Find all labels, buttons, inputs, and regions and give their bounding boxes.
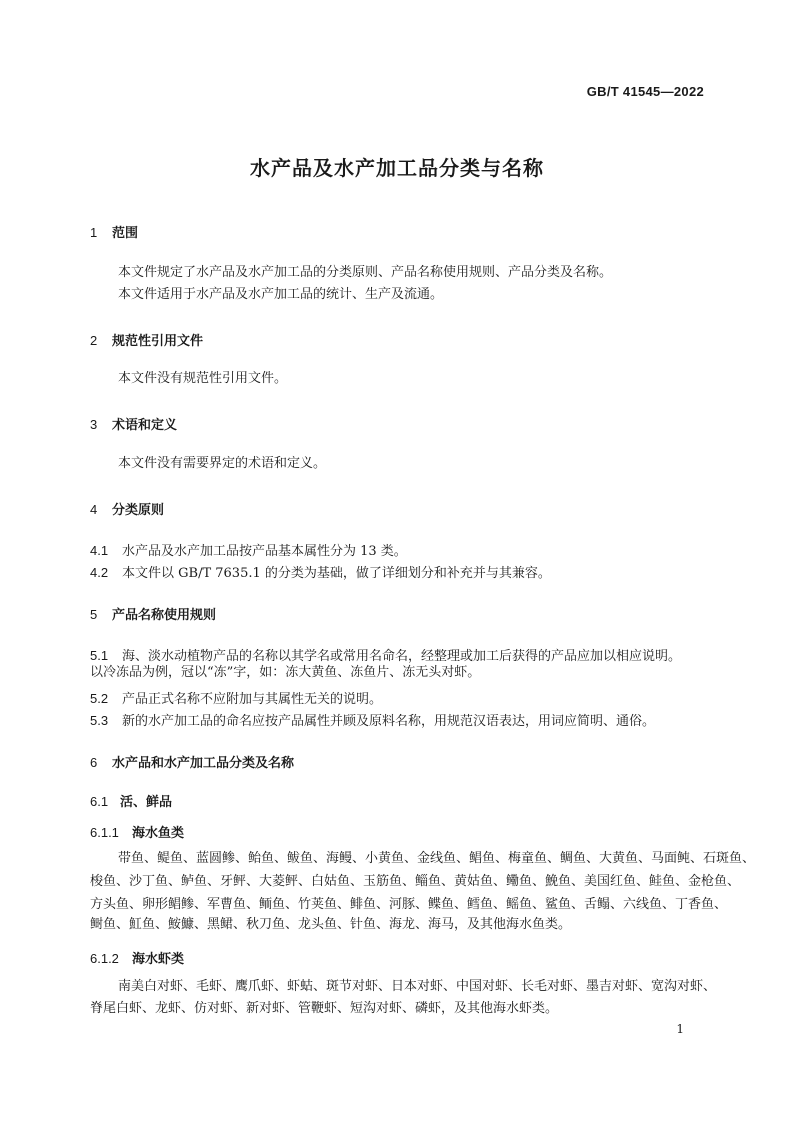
text-line: 南美白对虾、毛虾、鹰爪虾、虾蛄、斑节对虾、日本对虾、中国对虾、长毛对虾、墨吉对虾、宽沟对虾、 — [118, 979, 717, 994]
clause-text: 海、淡水动植物产品的名称以其学名或常用名命名，经整理或加工后获得的产品应加以相应说明。 — [122, 649, 682, 664]
section-title: 术语和定义 — [112, 418, 178, 433]
text-line: 鲥鱼、魟鱼、鮟鱇、黑鲪、秋刀鱼、龙头鱼、针鱼、海龙、海马，及其他海水鱼类。 — [90, 917, 572, 932]
text-line: 带鱼、鳀鱼、蓝圆鲹、鲐鱼、鲅鱼、海鳗、小黄鱼、金线鱼、鲳鱼、梅童鱼、鲷鱼、大黄鱼、马面鲀、石斑鱼、 — [118, 851, 756, 866]
section-3-heading — [90, 414, 177, 433]
section-number: 3 — [90, 417, 98, 432]
subsection-6-1-1-heading — [90, 822, 184, 841]
standard-number: GB/T 41545—2022 — [586, 84, 704, 99]
text-line: 脊尾白虾、龙虾、仿对虾、新对虾、管鞭虾、短沟对虾、磷虾，及其他海水虾类。 — [90, 1001, 559, 1016]
subsection-number: 6.1.1 — [90, 825, 119, 840]
paragraph: 本文件没有规范性引用文件。 — [118, 371, 288, 386]
clause-text: 产品正式名称不应附加与其属性无关的说明。 — [122, 692, 383, 707]
clause-text: 本文件以 GB/T 7635.1 的分类为基础，做了详细划分和补充并与其兼容。 — [122, 566, 551, 581]
section-title: 水产品和水产加工品分类及名称 — [112, 756, 295, 771]
clause-5-1-continuation: 以冷冻品为例，冠以“冻”字，如：冻大黄鱼、冻鱼片、冻无头对虾。 — [90, 665, 481, 680]
clause-5-2 — [90, 688, 382, 707]
section-number: 2 — [90, 333, 98, 348]
section-number: 4 — [90, 502, 98, 517]
section-title: 规范性引用文件 — [112, 334, 204, 349]
section-2-heading — [90, 330, 203, 349]
subsection-6-1-heading — [90, 791, 172, 810]
paragraph: 本文件没有需要界定的术语和定义。 — [118, 456, 327, 471]
section-number: 6 — [90, 755, 98, 770]
clause-text: 新的水产加工品的命名应按产品属性并顾及原料名称，用规范汉语表达，用词应简明、通俗。 — [122, 714, 656, 729]
subsection-title: 海水虾类 — [132, 952, 185, 967]
text-line: 梭鱼、沙丁鱼、鲈鱼、牙鲆、大菱鲆、白姑鱼、玉筋鱼、鲻鱼、黄姑鱼、鳓鱼、鮸鱼、美国红鱼、鲑鱼、金枪鱼、 — [90, 874, 741, 889]
section-number: 5 — [90, 607, 98, 622]
clause-4-1 — [90, 540, 407, 559]
section-6-heading — [90, 752, 294, 771]
clause-text: 水产品及水产加工品按产品基本属性分为 13 类。 — [122, 544, 407, 559]
paragraph: 本文件适用于水产品及水产加工品的统计、生产及流通。 — [118, 287, 444, 302]
clause-number: 5.2 — [90, 691, 109, 706]
section-1-heading — [90, 222, 138, 241]
document-title: 水产品及水产加工品分类与名称 — [250, 156, 544, 180]
section-title: 产品名称使用规则 — [112, 608, 217, 623]
clause-5-3 — [90, 710, 655, 729]
paragraph: 本文件规定了水产品及水产加工品的分类原则、产品名称使用规则、产品分类及名称。 — [118, 265, 613, 280]
clause-number: 5.3 — [90, 713, 109, 728]
section-number: 1 — [90, 225, 98, 240]
section-title: 分类原则 — [112, 503, 165, 518]
clause-number: 5.1 — [90, 648, 109, 663]
section-5-heading — [90, 604, 216, 623]
section-title: 范围 — [112, 226, 139, 241]
clause-number: 4.2 — [90, 565, 109, 580]
section-4-heading — [90, 499, 164, 518]
subsection-title: 海水鱼类 — [132, 826, 185, 841]
page-number: 1 — [676, 1022, 684, 1036]
clause-number: 4.1 — [90, 543, 109, 558]
clause-4-2 — [90, 562, 551, 581]
subsection-number: 6.1 — [90, 794, 109, 809]
subsection-6-1-2-heading — [90, 948, 184, 967]
text-line: 方头鱼、卵形鲳鲹、军曹鱼、鲕鱼、竹荚鱼、鲱鱼、河豚、鲽鱼、鳕鱼、鳐鱼、鲨鱼、舌鳎、六线鱼、丁香鱼、 — [90, 897, 728, 912]
subsection-title: 活、鲜品 — [120, 795, 173, 810]
subsection-number: 6.1.2 — [90, 951, 119, 966]
